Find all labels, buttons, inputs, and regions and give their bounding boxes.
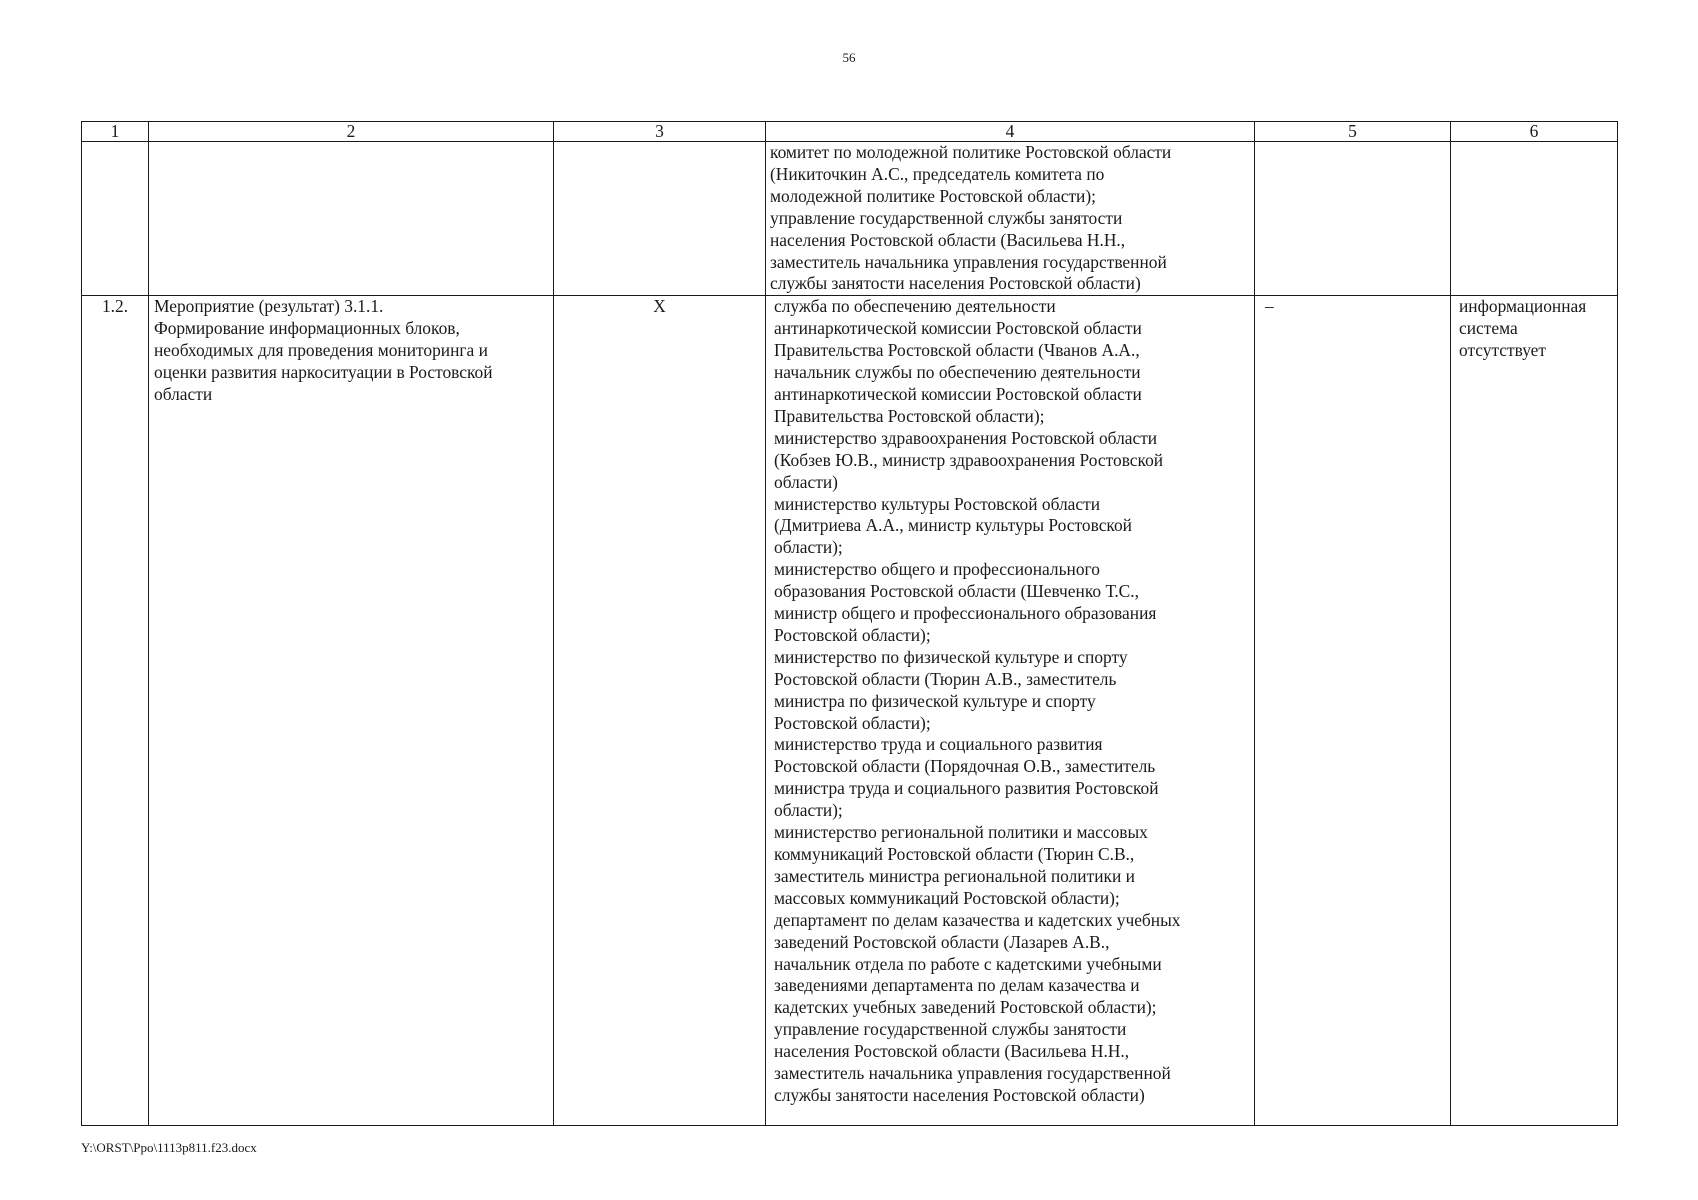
responsible-line: Ростовской области (Порядочная О.В., заместитель [774, 756, 1156, 777]
measure-line: Мероприятие (результат) 3.1.1. [154, 296, 384, 317]
table-header-row [82, 122, 1618, 142]
responsible-line: антинаркотической комиссии Ростовской области [774, 383, 1142, 404]
cell-col5 [1255, 142, 1451, 296]
responsible-line: министерство общего и профессионального [774, 559, 1100, 580]
info-system-line: информационная [1459, 296, 1587, 317]
responsible-line: министерство региональной политики и массовых [774, 822, 1148, 843]
column-header-3: 3 [554, 122, 766, 142]
file-path-footer: Y:\ORST\Ppo\1113p811.f23.docx [81, 1140, 257, 1155]
responsible-line: коммуникаций Ростовской области (Тюрин С.В., [774, 844, 1135, 864]
responsible-line: Ростовской области); [774, 624, 931, 645]
responsible-line: министерство здравоохранения Ростовской области [774, 427, 1158, 448]
column-header-2: 2 [149, 122, 554, 142]
cell-responsible [766, 142, 1255, 296]
responsible-line: образования Ростовской области (Шевченко Т.С., [774, 581, 1139, 602]
responsible-line: населения Ростовской области (Васильева Н.Н., [770, 229, 1126, 250]
responsible-line: министр общего и профессионального образования [774, 603, 1157, 624]
measure-line: области [154, 383, 213, 404]
responsible-line: населения Ростовской области (Васильева Н.Н., [774, 1041, 1130, 1062]
responsible-line: начальник отдела по работе с кадетскими учебными [774, 953, 1162, 974]
responsible-line: Правительства Ростовской области (Чванов А.А., [774, 340, 1140, 361]
cell-number: 1.2. [82, 296, 149, 1126]
responsible-line: области); [774, 537, 843, 558]
responsible-line: заместитель министра региональной политики и [774, 865, 1135, 886]
responsible-line: управление государственной службы занятости [774, 1019, 1127, 1040]
responsible-line: (Никиточкин А.С., председатель комитета по [770, 163, 1105, 184]
responsible-line: заместитель начальника управления государственной [770, 251, 1167, 272]
responsible-line: департамент по делам казачества и кадетских учебных [774, 909, 1181, 930]
responsible-line: служба по обеспечению деятельности [774, 296, 1056, 317]
responsible-line: молодежной политике Ростовской области); [770, 185, 1096, 206]
responsible-line: антинаркотической комиссии Ростовской области [774, 318, 1142, 339]
cell-col6 [1451, 142, 1618, 296]
info-system-line: система [1459, 318, 1518, 339]
responsible-line: министерство по физической культуре и спорту [774, 646, 1128, 667]
responsible-line: начальник службы по обеспечению деятельности [774, 362, 1141, 383]
responsible-line: области); [774, 800, 843, 821]
responsible-line: (Дмитриева А.А., министр культуры Ростовской [774, 515, 1132, 536]
cell-measure [149, 296, 554, 1126]
cell-responsible [766, 296, 1255, 1126]
responsible-line: Ростовской области (Тюрин А.В., заместитель [774, 668, 1117, 689]
responsible-line: министра по физической культуре и спорту [774, 690, 1096, 711]
column-header-4: 4 [766, 122, 1255, 142]
measure-line: оценки развития наркоситуации в Ростовской [154, 362, 493, 383]
responsible-line: заведений Ростовской области (Лазарев А.В., [774, 931, 1110, 952]
cell-measure [149, 142, 554, 296]
cell-col3 [554, 142, 766, 296]
responsible-line: (Кобзев Ю.В., министр здравоохранения Ростовской [774, 449, 1164, 470]
responsible-line: службы занятости населения Ростовской области) [774, 1084, 1145, 1105]
cell-col5: – [1255, 296, 1451, 1126]
responsible-line: министерство культуры Ростовской области [774, 493, 1101, 514]
column-header-6: 6 [1451, 122, 1618, 142]
responsible-line: управление государственной службы занятости [770, 207, 1123, 228]
cell-information-system [1451, 296, 1618, 1126]
responsible-line: министра труда и социального развития Ростовской [774, 778, 1159, 799]
responsible-line: министерство труда и социального развития [774, 734, 1103, 755]
info-system-line: отсутствует [1459, 340, 1546, 361]
responsible-line: Правительства Ростовской области); [774, 405, 1045, 426]
responsible-line: службы занятости населения Ростовской области) [770, 273, 1141, 294]
responsible-line: Ростовской области); [774, 712, 931, 733]
responsible-line: комитет по молодежной политике Ростовской области [770, 142, 1172, 162]
column-header-1: 1 [82, 122, 149, 142]
measure-line: необходимых для проведения мониторинга и [154, 340, 488, 361]
responsible-line: заместитель начальника управления государственной [774, 1063, 1171, 1084]
responsible-line: массовых коммуникаций Ростовской области); [774, 887, 1120, 908]
cell-col3: Х [554, 296, 766, 1126]
page-number: 56 [842, 50, 856, 65]
column-header-5: 5 [1255, 122, 1451, 142]
measures-table [81, 121, 1618, 1126]
responsible-line: кадетских учебных заведений Ростовской области); [774, 997, 1157, 1018]
responsible-line: области) [774, 471, 838, 492]
table-row-1-2 [82, 296, 1618, 1126]
cell-number [82, 142, 149, 296]
table-row-continuation [82, 142, 1618, 296]
responsible-line: заведениями департамента по делам казачества и [774, 975, 1140, 996]
measure-line: Формирование информационных блоков, [154, 318, 460, 339]
